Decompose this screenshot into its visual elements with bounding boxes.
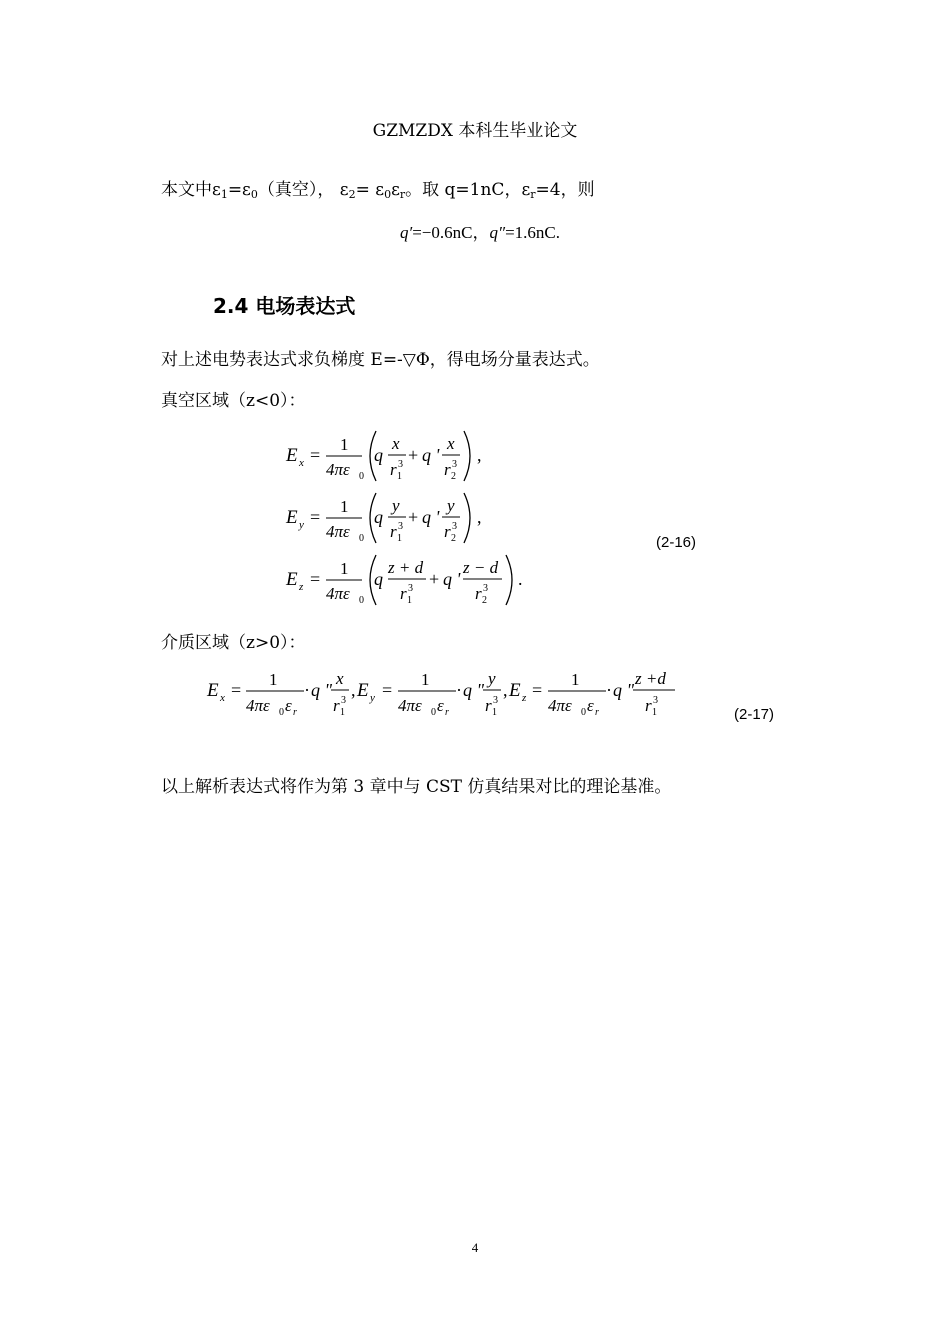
m-ez-r: r [645,696,652,715]
ey-den-sub: 0 [359,533,364,544]
ex-r2-sub: 2 [451,471,456,482]
m-ez-den: 4πε [548,696,572,715]
m-ey-eq: = [382,680,393,700]
eps1-eq: =ε [227,180,251,200]
ez-qp: q ' [443,569,461,589]
epsr-symbol: ε [391,180,400,200]
m-ex-sub: x [220,692,225,704]
m-ez-epsr-sub: r [595,707,599,718]
ey-comma: , [477,507,482,527]
epsr2-symbol: ε [521,180,531,200]
m-ex-r-sub: 1 [340,707,345,718]
eps1-sub: 1 [220,188,228,201]
ez-plus: + [429,569,440,589]
ex-sub: x [299,457,304,469]
m-ez-num: 1 [571,670,580,689]
q-double-prime-value: =1.6nC. [505,223,561,242]
m-ey-y: y [488,669,496,688]
ey-r2-sub: 2 [451,533,456,544]
m-ex-r-pow: 3 [341,695,346,706]
q-prime: q′ [400,223,413,242]
m-ey-r-pow: 3 [493,695,498,706]
epsr-sub: r [399,188,406,201]
m-ez-E: E [509,680,521,701]
m-comma1: , [351,680,356,700]
ex-num: 1 [340,435,349,454]
m-ey-r-sub: 1 [492,707,497,718]
ex-r2: r [444,460,451,479]
ey-plus: + [408,507,419,527]
m-ex-den: 4πε [246,696,270,715]
m-ez-num2: z +d [635,669,666,688]
eq-ex [285,431,482,482]
ex-r2-pow: 3 [452,459,457,470]
m-ez-r-pow: 3 [653,695,658,706]
ey-q: q [374,507,383,527]
ey-r2-pow: 3 [452,521,457,532]
ez-period: . [518,569,523,589]
m-ey-epsr: ε [437,696,444,715]
ez-eq: = [310,569,321,589]
ez-num1: z + d [388,558,424,577]
m-ex-epsr-sub: r [293,707,297,718]
equation-number-2-16: (2-16) [656,534,697,551]
vacuum-region-label: 真空区域（z<0）： [161,391,306,411]
m-ez-epsr: ε [587,696,594,715]
m-ey-den: 4πε [398,696,422,715]
vacuum-note: （真空）， [257,180,335,200]
m-ex-r: r [333,696,340,715]
m-ex-x: x [336,669,344,688]
ex-den: 4πε [326,460,350,479]
m-comma2: , [503,680,508,700]
ez-num: 1 [340,559,349,578]
ey-sub: y [299,519,304,531]
m-ez-eq: = [532,680,543,700]
ey-r1-pow: 3 [398,521,403,532]
eq-ey [285,493,482,544]
m-ex-qpp: q " [311,680,333,700]
ez-r2-sub: 2 [482,595,487,606]
page-number: 4 [471,1240,479,1255]
m-ey-r: r [485,696,492,715]
equation-number-2-17: (2-17) [734,706,775,723]
ex-den-sub: 0 [359,471,364,482]
ey-r1-sub: 1 [397,533,402,544]
m-ez-den-sub: 0 [581,707,586,718]
ez-q: q [374,569,383,589]
eps1-symbol: ε [212,180,221,200]
ex-comma: , [477,445,482,465]
ez-r1-pow: 3 [408,583,413,594]
m-ey-epsr-sub: r [445,707,449,718]
ez-den-sub: 0 [359,595,364,606]
eps0-sub: 0 [250,188,258,201]
m-ey-E: E [357,680,369,701]
ex-r1-pow: 3 [398,459,403,470]
m-ex-num: 1 [269,670,278,689]
equation-2-16 [280,425,540,615]
intro-line [161,175,595,201]
ez-r1-sub: 1 [407,595,412,606]
ey-y1: y [392,496,400,515]
ex-r1: r [390,460,397,479]
eps2-sub0: 0 [384,188,392,201]
epsr2-value: =4，则 [535,180,595,200]
ez-r1: r [400,584,407,603]
m-ez-dot: · [606,680,612,700]
m-ey-num: 1 [421,670,430,689]
eps2-eq: = ε [355,180,385,200]
ey-eq: = [310,507,321,527]
ez-den: 4πε [326,584,350,603]
epsr2-sub: r [530,188,536,201]
ex-r1-sub: 1 [397,471,402,482]
ex-x2: x [447,434,455,453]
ex-x1: x [392,434,400,453]
ex-q: q [374,445,383,465]
ey-qp: q ' [422,507,440,527]
ex-qp: q ' [422,445,440,465]
ex-eq: = [310,445,321,465]
ey-E: E [286,507,298,528]
ey-r1: r [390,522,397,541]
take-values: 。取 q=1nC， [405,180,522,200]
m-ey-den-sub: 0 [431,707,436,718]
q-double-prime: q″ [489,223,506,242]
ey-y2: y [447,496,455,515]
intro-prefix: 本文中 [161,180,212,200]
m-ex-eq: = [231,680,242,700]
ey-num: 1 [340,497,349,516]
ez-E: E [286,569,298,590]
m-ex-epsr: ε [285,696,292,715]
m-ey-dot: · [456,680,462,700]
m-ez-sub: z [522,692,527,704]
ez-sub: z [299,581,304,593]
m-ez-qpp: q " [613,680,635,700]
m-ey-qpp: q " [463,680,485,700]
medium-region-label: 介质区域（z>0）： [161,633,306,653]
image-charge-values [400,218,560,243]
ey-den: 4πε [326,522,350,541]
m-ex-dot: · [304,680,310,700]
eps2-sub: 2 [348,188,356,201]
ez-r2-pow: 3 [483,583,488,594]
ex-plus: + [408,445,419,465]
section-heading: 2.4 电场表达式 [213,294,356,318]
ez-num2: z − d [463,558,499,577]
q-prime-value: =−0.6nC， [412,223,490,242]
conclusion-paragraph: 以上解析表达式将作为第 3 章中与 CST 仿真结果对比的理论基准。 [161,777,672,797]
m-ex-E: E [207,680,219,701]
m-ey-sub: y [370,692,375,704]
ey-r2: r [444,522,451,541]
gradient-paragraph: 对上述电势表达式求负梯度 E=-▽Φ，得电场分量表达式。 [161,350,600,370]
eps2-symbol: ε [339,180,349,200]
m-ex-den-sub: 0 [279,707,284,718]
running-header: GZMZDX 本科生毕业论文 [372,121,578,141]
eq-ez [285,555,523,606]
ez-r2: r [475,584,482,603]
equation-2-17 [205,665,685,725]
m-ez-r-sub: 1 [652,707,657,718]
ex-E: E [286,445,298,466]
